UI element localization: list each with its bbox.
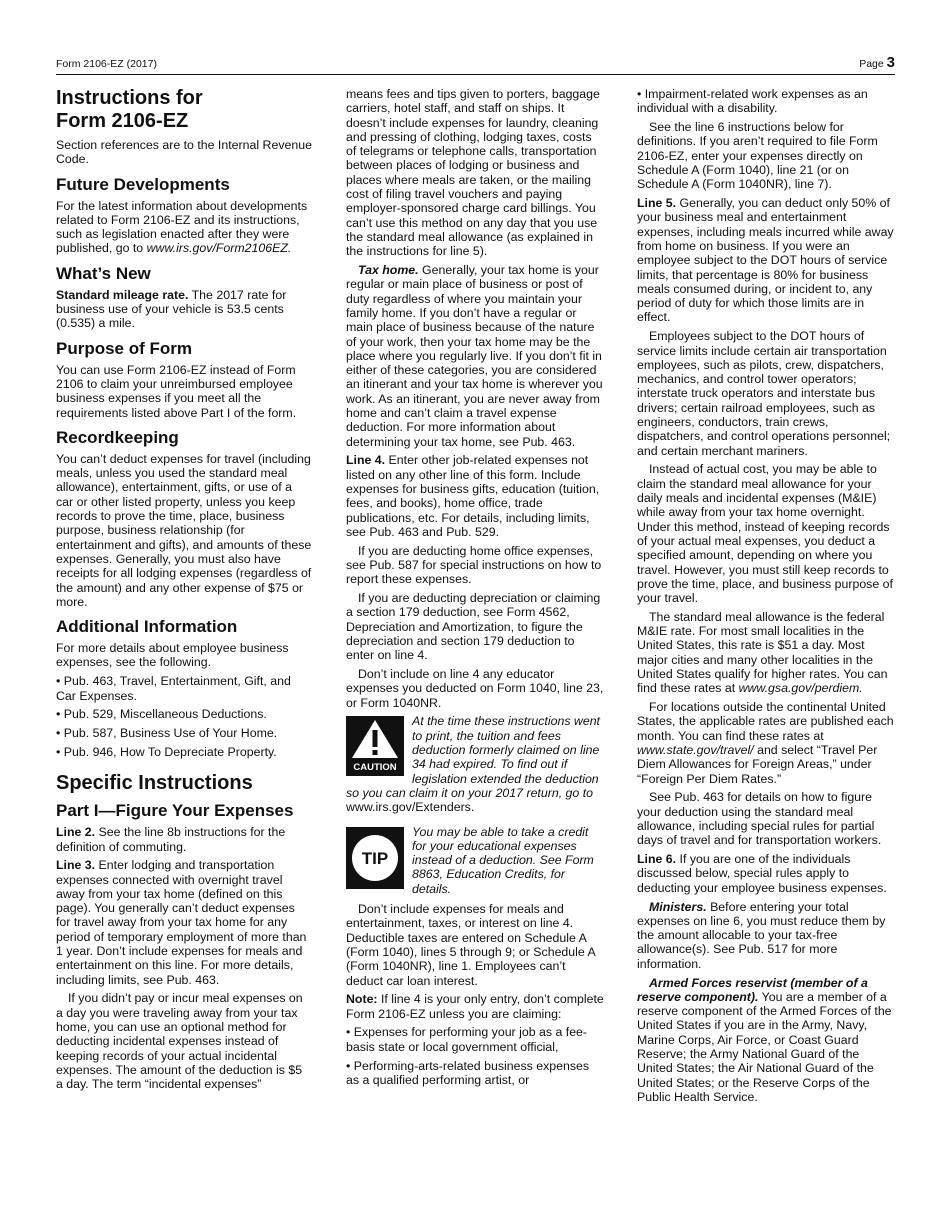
form-label: Form 2106-EZ (2017) — [56, 58, 157, 70]
extenders-link[interactable]: www.irs.gov/Extenders. — [346, 800, 475, 815]
column-2 — [346, 87, 604, 1092]
depreciation-text: If you are deducting depreciation or claiming a section 179 deduction, see Form 4562, Depreciation and Amortization, to figure the depreciation and section 179 deduction to enter on line 4. — [346, 591, 601, 663]
list-item: • Pub. 587, Business Use of Your Home. — [56, 726, 278, 741]
line6-text: Line 6. If you are one of the individuals discussed below, special rules apply to deducting your employee business expenses. — [637, 852, 887, 895]
header-rule — [56, 74, 895, 75]
line2-text: Line 2. See the line 8b instructions for the definition of commuting. — [56, 825, 286, 854]
purpose-heading: Purpose of Form — [56, 338, 193, 358]
tip-label: TIP — [361, 848, 389, 868]
tax-home-text: Tax home. Generally, your tax home is your regular or main place of business or post of duty regardless of where you maintain your family home. If you don’t have a regular or main place of business because of the nature of your work, then your tax home may be the place where you regularly live. If you don’t fit in either of these categories, you are considered an itinerant and your tax home is wherever you work. As an itinerant, you are never away from home and can’t claim a travel expense deduction. For more information about determining your tax home, see Pub. 463. — [346, 263, 603, 449]
line4-text: Line 4. Enter other job-related expenses not listed on any other line of this form. Include expenses for business gifts, education (tuition, fees, and books), home office, trade publications, etc. For details, including limits, see Pub. 463 and Pub. 529. — [346, 453, 600, 539]
form2106ez-link[interactable]: www.irs.gov/Form2106EZ. — [146, 241, 292, 256]
educator-text: Don’t include on line 4 any educator expenses you deducted on Form 1040, line 23, or Form 1040NR. — [346, 667, 604, 710]
list-item: • Performing-arts-related business expenses as a qualified performing artist, or — [346, 1058, 590, 1087]
recordkeeping-heading: Recordkeeping — [56, 427, 179, 447]
purpose-text: You can use Form 2106-EZ instead of Form 2106 to claim your unreimbursed employee business expenses if you meet all the requirements listed above Part I of the form. — [56, 362, 297, 420]
incidental-expenses-text: If you didn’t pay or incur meal expenses on a day you were traveling away from your tax home, you can use an optional method for deducting incidental expenses instead of keeping records of your actual incidental expenses. The amount of the deduction is $5 a day. The term “incidental expenses” — [56, 991, 303, 1092]
tip-note — [346, 825, 604, 896]
list-item: • Pub. 946, How To Depreciate Property. — [56, 744, 277, 759]
line5-text: Line 5. Generally, you can deduct only 50% of your business meal and entertainment expenses, including meals incurred while away from home on business. If you were an employee subject to the DOT hours of service limits, that percentage is 80% for business meals consumed during, or incident to, any period of duty for which those limits are in effect. — [637, 196, 894, 325]
dot-employees-text: Employees subject to the DOT hours of service limits include certain air transportation employees, such as pilots, crew, dispatchers, mechanics, and control tower operators; interstate truck operators and interstate bus drivers; certain railroad employees, such as engineers, conductors, train crews, dispatchers, and control operations personnel; and certain merchant mariners. — [637, 329, 891, 458]
list-item: • Expenses for performing your job as a fee-basis state or local government official, — [346, 1025, 588, 1054]
line3-text: Line 3. Enter lodging and transportation expenses connected with overnight travel away from your tax home (defined on this page). You generally can’t deduct expenses for travel away from your tax home for any period of temporary employment of more than 1 year. Don’t include expenses for meals and entertainment on this line. For more details, including limits, see Pub. 463. — [56, 858, 307, 987]
list-item: • Pub. 463, Travel, Entertainment, Gift, and Car Expenses. — [56, 674, 291, 703]
page-header — [56, 56, 895, 76]
intro-text: Section references are to the Internal Revenue Code. — [56, 138, 312, 167]
list-item: • Pub. 529, Miscellaneous Deductions. — [56, 707, 267, 722]
page-number: 3 — [886, 54, 895, 71]
tip-text: You may be able to take a credit for your educational expenses instead of a deduction. See Form 8863, Education Credits, for details. — [412, 824, 594, 896]
additional-info-heading: Additional Information — [56, 617, 238, 637]
caution-icon — [346, 716, 404, 776]
column-1 — [56, 87, 312, 1096]
caution-note — [346, 714, 604, 814]
incidental-continued-text: means fees and tips given to porters, baggage carriers, hotel staff, and staff on ships. It doesn’t include expenses for laundry, cleaning and pressing of clothing, lodging taxes, costs of telegrams or telephone calls, transportation between places of lodging or business and places where meals are taken, or the mailing cost of filing travel vouchers and paying employer-sponsored charge card billings. You can’t use this method on any day that you use the standard meal allowance (as explained in the instructions for line 5). — [346, 87, 600, 259]
whats-new-text: Standard mileage rate. The 2017 rate for business use of your vehicle is 53.5 cents (0.535) a mile. — [56, 287, 287, 331]
specific-instructions-heading: Specific Instructions — [56, 772, 253, 795]
list-item: • Impairment-related work expenses as an individual with a disability. — [637, 87, 868, 116]
additional-info-text: For more details about employee business expenses, see the following. — [56, 641, 289, 670]
part1-heading: Part I—Figure Your Expenses — [56, 801, 294, 821]
tip-icon — [346, 827, 404, 889]
future-developments-heading: Future Developments — [56, 174, 230, 194]
page-indicator — [859, 54, 895, 71]
future-developments-text: For the latest information about developments related to Form 2106-EZ and its instructions, such as legislation enacted after they were published, go to www.irs.gov/Form2106EZ. — [56, 198, 308, 256]
standard-meal-text: The standard meal allowance is the federal M&IE rate. For most small localities in the United States, this rate is $51 a day. Most major cities and many other localities in the United States qualify for higher rates. You can find these rates at www.gsa.gov/perdiem. — [637, 609, 888, 696]
meals-taxes-text: Don’t include expenses for meals and entertainment, taxes, or interest on line 4. Deductible taxes are entered on Schedule A (Form 1040), lines 5 through 9; or Schedule A (Form 1040NR), line 1. Employees can’t deduct car loan interest. — [346, 902, 596, 988]
outside-us-text: For locations outside the continental United States, the applicable rates are published each month. You can find these rates at www.state.gov/travel/ and select “Travel Per Diem Allowances for Foreign Areas,” under “Foreign Per Diem Rates.” — [637, 700, 894, 786]
page-title: Instructions for Form 2106-EZ — [56, 87, 203, 132]
pub463-text: See Pub. 463 for details on how to figure your deduction using the standard meal allowance, including special rules for partial days of travel and for transportation workers. — [637, 790, 882, 848]
note-text: Note: If line 4 is your only entry, don’t complete Form 2106-EZ unless you are claiming: — [346, 992, 604, 1021]
actual-cost-text: Instead of actual cost, you may be able to claim the standard meal allowance for your daily meals and incidental expenses (M&IE) while away from your tax home overnight. Under this method, instead of keeping records of your actual meal expenses, you deduct a specified amount, depending on where you travel. However, you must still keep records to prove the time, place, and business purpose of your travel. — [637, 462, 893, 606]
home-office-text: If you are deducting home office expenses, see Pub. 587 for special instructions on how to report these expenses. — [346, 543, 602, 587]
see-line6-text: See the line 6 instructions below for definitions. If you aren’t required to file Form 2106-EZ, enter your expenses directly on Schedule A (Form 1040), line 21 (or on Schedule A (Form 1040NR), line 7). — [637, 120, 878, 192]
page-word: Page — [859, 58, 884, 70]
caution-text: At the time these instructions went to print, the tuition and fees deduction formerly claimed on line 34 had expired. To find out if legislation extended the deduction so you can claim it on your 2017 return, go to — [346, 714, 600, 800]
ministers-text: Ministers. Before entering your total expenses on line 6, you must reduce them by the amount allocable to your tax-free allowance(s). See Pub. 517 for more information. — [637, 899, 886, 971]
gsa-link[interactable]: www.gsa.gov/perdiem. — [738, 681, 863, 696]
column-3 — [637, 87, 895, 1109]
armed-forces-text: Armed Forces reservist (member of a reserve component). You are a member of a reserve component of the Armed Forces of the United States if you are in the Army, Navy, Marine Corps, Air Force, or Coast Guard Reserve; the Army National Guard of the United States; the Air National Guard of the United States; or the Reserve Corps of the Public Health Service. — [637, 975, 892, 1104]
state-travel-link[interactable]: www.state.gov/travel/ — [637, 743, 754, 758]
recordkeeping-text: You can’t deduct expenses for travel (including meals, unless you used the standard meal allowance), entertainment, gifts, or use of a car or other listed property, unless you keep records to prove the time, place, business purpose, business relationship (for entertainment and gifts), and amounts of these expenses. Generally, you must also have receipts for all lodging expenses (regardless of the amount) and any other expense of $75 or more. — [56, 451, 312, 609]
caution-label: CAUTION — [353, 762, 397, 774]
whats-new-heading: What’s New — [56, 263, 151, 283]
